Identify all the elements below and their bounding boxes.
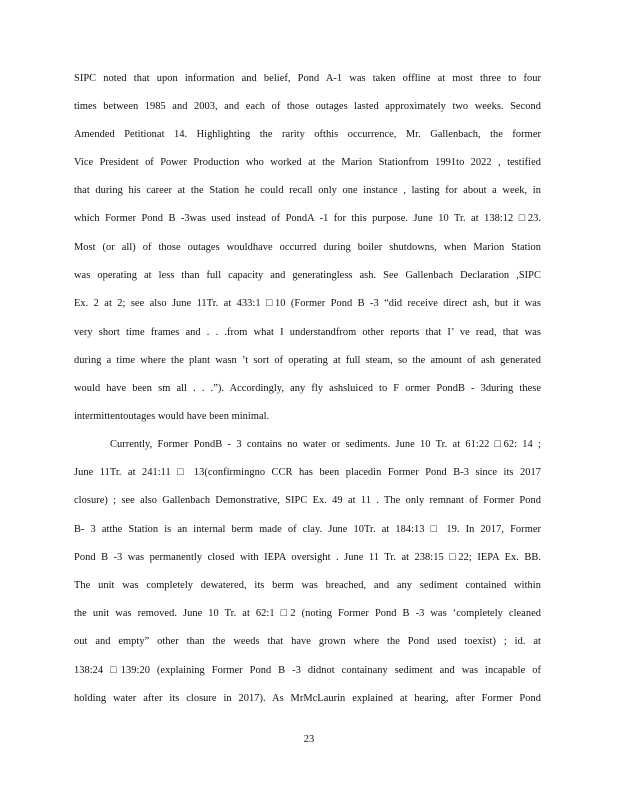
body-line: was operating at less than full capacity and generatingless ash. See Gallenbach Declaration ,SIPC <box>74 270 541 281</box>
body-line: 138:24 □139:20 (explaining Former Pond B -3 didnot containany sediment and was incapable of <box>74 665 541 676</box>
body-line: very short time frames and . . .from what I understandfrom other reports that I’ ve read, that was <box>74 327 541 338</box>
body-line: during a time where the plant wasn ’t sort of operating at full steam, so the amount of ash generated <box>74 355 541 366</box>
body-line: Ex. 2 at 2; see also June 11Tr. at 433:1 □10 (Former Pond B -3 “did receive direct ash, but it was <box>74 298 541 309</box>
body-line: B- 3 atthe Station is an internal berm made of clay. June 10Tr. at 184:13 □ 19. In 2017, Former <box>74 524 541 535</box>
body-line: that during his career at the Station he could recall only one instance , lasting for about a week, in <box>74 185 541 196</box>
body-line: which Former Pond B -3was used instead of PondA -1 for this purpose. June 10 Tr. at 138:12 □23. <box>74 213 541 224</box>
page-number: 23 <box>303 734 315 745</box>
body-line: closure) ; see also Gallenbach Demonstrative, SIPC Ex. 49 at 11 . The only remnant of Former Pond <box>74 495 541 506</box>
body-line: Most (or all) of those outages wouldhave occurred during boiler shutdowns, when Marion Station <box>74 242 541 253</box>
body-line: times between 1985 and 2003, and each of those outages lasted approximately two weeks. Second <box>74 101 541 112</box>
body-line: Pond B -3 was permanently closed with IEPA oversight . June 11 Tr. at 238:15 □22; IEPA Ex. BB. <box>74 552 541 563</box>
body-line: Amended Petitionat 14. Highlighting the rarity ofthis occurrence, Mr. Gallenbach, the former <box>74 129 541 140</box>
body-line: Vice President of Power Production who worked at the Marion Stationfrom 1991to 2022 , testified <box>74 157 541 168</box>
body-line: holding water after its closure in 2017). As MrMcLaurin explained at hearing, after Former Pond <box>74 693 541 704</box>
body-line: intermittentoutages would have been minimal. <box>74 411 270 422</box>
body-line: the unit was removed. June 10 Tr. at 62:1 □2 (noting Former Pond B -3 was ‘completely cleaned <box>74 608 541 619</box>
body-line: would have been sm all . . .”). Accordingly, any fly ashsluiced to F ormer PondB - 3during these <box>74 383 541 394</box>
body-line: SIPC noted that upon information and belief, Pond A-1 was taken offline at most three to four <box>74 73 541 84</box>
body-line: out and empty” other than the weeds that have grown where the Pond used toexist) ; id. at <box>74 636 541 647</box>
body-line: June 11Tr. at 241:11 □ 13(confirmingno CCR has been placedin Former Pond B-3 since its 2017 <box>74 467 541 478</box>
paragraph-first-line: Currently, Former PondB - 3 contains no water or sediments. June 10 Tr. at 61:22 □62: 14 ; <box>110 439 541 450</box>
body-line: The unit was completely dewatered, its berm was breached, and any sediment contained within <box>74 580 541 591</box>
